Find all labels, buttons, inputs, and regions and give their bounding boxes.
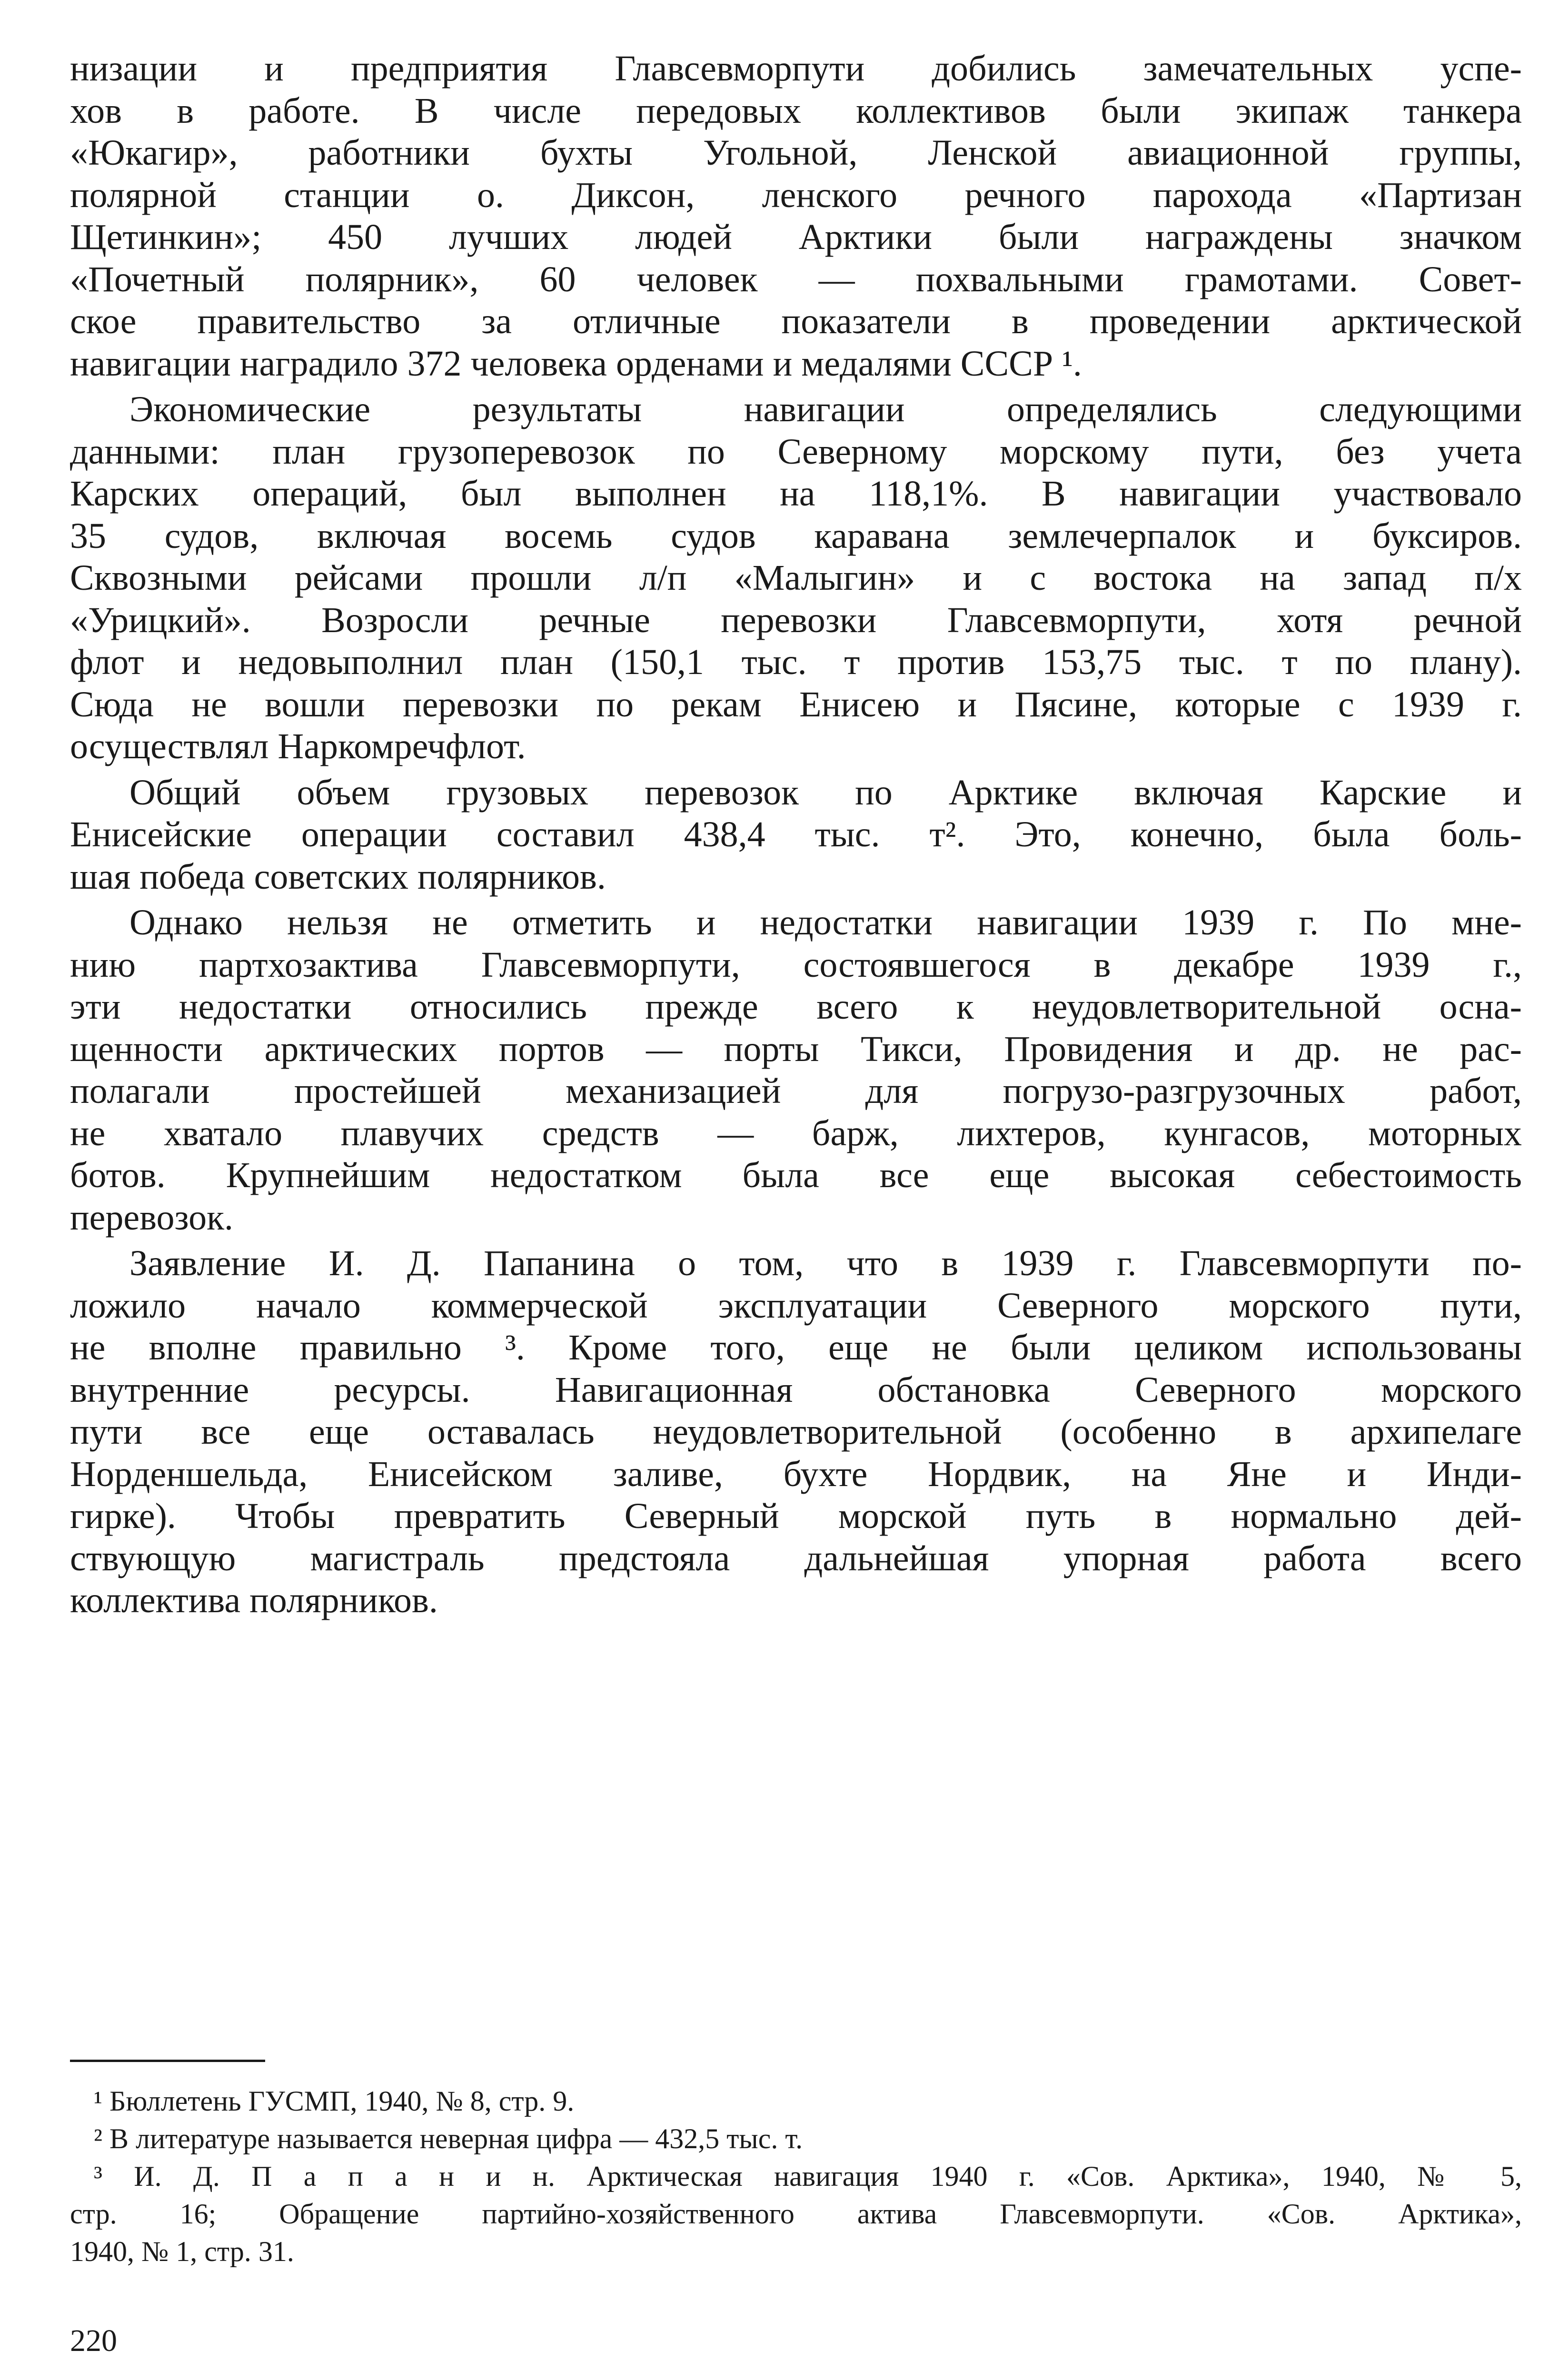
text-line: ствующую магистраль предстояла дальнейшая упорная работа всего [70,1538,1522,1578]
text-line: коллектива полярников. [70,1580,438,1620]
text-line: данными: план грузоперевозок по Северному морскому пути, без учета [70,431,1522,472]
text-line: шая победа советских полярников. [70,856,606,897]
text-line: ботов. Крупнейшим недостатком была все еще высокая себестоимость [70,1155,1522,1195]
text-line: эти недостатки относились прежде всего к неудовлетворительной осна- [70,987,1522,1027]
footnote-line: ² В литературе называется неверная цифра — 432,5 тыс. т. [94,2122,803,2154]
text-line: полярной станции о. Диксон, ленского речного парохода «Партизан [70,175,1522,215]
page-number: 220 [70,2323,117,2358]
text-line: пути все еще оставалась неудовлетворительной (особенно в архипелаге [70,1412,1522,1452]
paragraph [70,902,1522,1239]
text-line: полагали простейшей механизацией для погрузо-разгрузочных работ, [70,1071,1522,1111]
text-line: низации и предприятия Главсевморпути добились замечательных успе- [70,49,1522,89]
text-line: Енисейские операции составил 438,4 тыс. т². Это, конечно, была боль- [70,814,1522,854]
footnote [70,2082,1522,2120]
text-line: внутренние ресурсы. Навигационная обстановка Северного морского [70,1369,1522,1410]
text-line: не хватало плавучих средств — барж, лихтеров, кунгасов, моторных [70,1113,1522,1153]
text-line: Щетинкин»; 450 лучших людей Арктики были награждены значком [70,217,1522,257]
paragraph [70,1242,1522,1622]
text-line: флот и недовыполнил план (150,1 тыс. т против 153,75 тыс. т по плану). [70,642,1522,682]
text-line: хов в работе. В числе передовых коллективов были экипаж танкера [70,90,1522,131]
text-line: «Юкагир», работники бухты Угольной, Ленской авиационной группы, [70,133,1522,173]
text-line: осуществлял Наркомречфлот. [70,726,526,766]
text-line: щенности арктических портов — порты Тикси, Провидения и др. не рас- [70,1029,1522,1069]
footnote-divider [70,2060,265,2062]
text-line: Заявление И. Д. Папанина о том, что в 1939 г. Главсевморпути по- [129,1243,1522,1283]
text-line: Норденшельда, Енисейском заливе, бухте Нордвик, на Яне и Инди- [70,1454,1522,1494]
footnote-line: ¹ Бюллетень ГУСМП, 1940, № 8, стр. 9. [94,2085,575,2117]
text-line: «Урицкий». Возросли речные перевозки Главсевморпути, хотя речной [70,600,1522,640]
text-line: ское правительство за отличные показатели в проведении арктической [70,301,1522,341]
paragraph [70,388,1522,768]
text-line: Сквозными рейсами прошли л/п «Малыгин» и с востока на запад п/х [70,558,1522,598]
text-line: не вполне правильно ³. Кроме того, еще не были целиком использованы [70,1328,1522,1368]
text-line: ложило начало коммерческой эксплуатации Северного морского пути, [70,1285,1522,1326]
text-line: Карских операций, был выполнен на 118,1%. В навигации участвовало [70,474,1522,514]
paragraph [70,772,1522,898]
body-text [70,48,1522,1622]
footnote-line: 1940, № 1, стр. 31. [70,2235,294,2267]
footnote [70,2120,1522,2158]
text-line: гирке). Чтобы превратить Северный морской путь в нормально дей- [70,1496,1522,1536]
text-line: Сюда не вошли перевозки по рекам Енисею и Пясине, которые с 1939 г. [70,684,1522,724]
text-line: перевозок. [70,1197,234,1238]
paragraph [70,48,1522,385]
footnote-line: ³ И. Д. П а п а н и н. Арктическая навигация 1940 г. «Сов. Арктика», 1940, № 5, [94,2160,1522,2192]
text-line: «Почетный полярник», 60 человек — похвальными грамотами. Совет- [70,259,1522,299]
footnote-line: стр. 16; Обращение партийно-хозяйственного актива Главсевморпути. «Сов. Арктика», [70,2198,1522,2230]
text-line: Экономические результаты навигации определялись следующими [129,389,1522,429]
text-line: Общий объем грузовых перевозок по Арктике включая Карские и [129,772,1522,813]
text-line: нию партхозактива Главсевморпути, состоявшегося в декабре 1939 г., [70,944,1522,985]
text-line: навигации наградило 372 человека орденами и медалями СССР ¹. [70,343,1082,384]
text-line: Однако нельзя не отметить и недостатки навигации 1939 г. По мне- [129,902,1522,942]
footnotes [70,2082,1522,2271]
text-line: 35 судов, включая восемь судов каравана землечерпалок и буксиров. [70,516,1522,556]
footnote [70,2158,1522,2271]
